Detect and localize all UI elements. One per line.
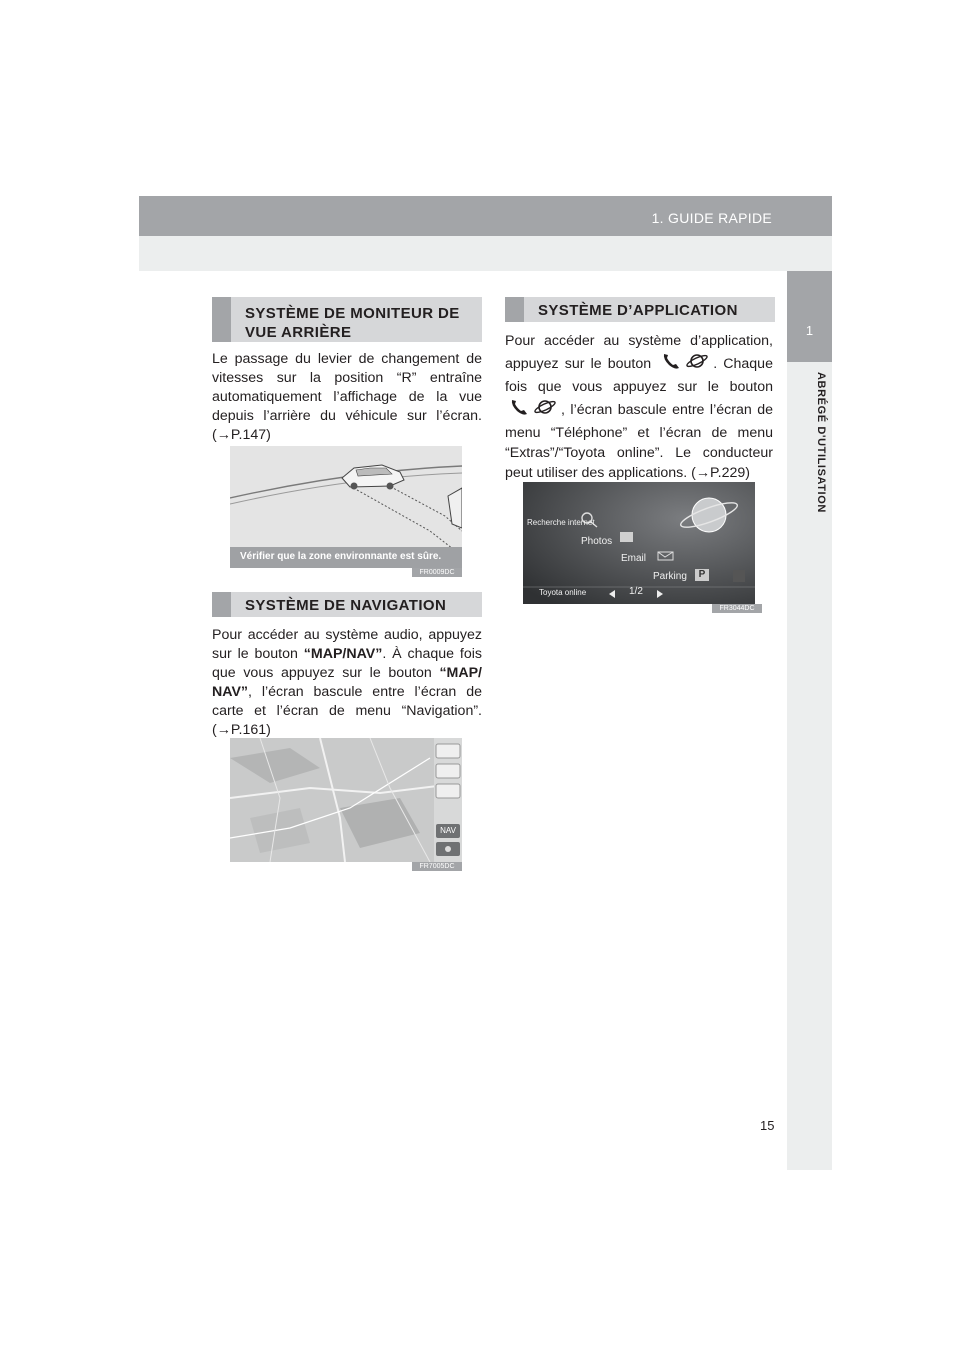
application-screen-image <box>523 482 755 604</box>
chapter-header <box>139 196 832 236</box>
section-heading-navigation <box>212 592 482 617</box>
image-code-rear: FR0009DC <box>412 568 462 577</box>
map-nav-button-label-2: “MAP/ NAV” <box>212 665 482 700</box>
section-heading-rear-monitor <box>212 297 482 342</box>
rear-camera-illustration <box>230 446 462 568</box>
map-nav-button-label: “MAP/NAV” <box>303 646 383 662</box>
screen-search-label: Recherche internet <box>527 518 595 527</box>
image-code-app: FR3044DC <box>712 604 762 613</box>
map-illustration <box>230 738 462 862</box>
screen-parking-icon: P <box>698 569 706 580</box>
phone-apps-button <box>661 351 709 377</box>
chapter-tab <box>787 271 832 362</box>
page-number: 15 <box>760 1118 775 1133</box>
heading-marker <box>212 592 231 617</box>
nav-button: NAV <box>440 826 456 835</box>
chapter-tab-number: 1 <box>805 323 814 338</box>
navigation-paragraph: Pour accéder au système audio, appuyez sur le bouton “MAP/NAV”. À chaque fois que vous appuyez sur le bouton “MAP/ NAV”, l’écran bascule entre l’écran de carte et l’écran de menu “Navigation”. (→P.161) <box>212 627 482 738</box>
header-band <box>139 236 832 271</box>
rear-monitor-paragraph: Le passage du levier de changement de vitesses sur la position “R” entraîne automatiquement l’affichage de la vue depuis l’arrière du véhicule sur l’écran. (→P.147) <box>212 351 482 443</box>
navigation-map-image <box>230 738 462 862</box>
chapter-title: 1. GUIDE RAPIDE <box>651 210 772 226</box>
heading-title: SYSTÈME DE NAVIGATION <box>245 597 447 614</box>
heading-line-2: VUE ARRIÈRE <box>245 324 352 341</box>
phone-apps-button-2 <box>509 397 557 423</box>
screen-page-indicator: 1/2 <box>629 586 643 597</box>
heading-marker <box>212 297 231 342</box>
chapter-side-label: ABRÉGÉ D'UTILISATION <box>815 372 827 513</box>
image-code-nav: FR7005DC <box>412 862 462 871</box>
application-paragraph: Pour accéder au système d’application, appuyez sur le bouton . Chaque fois que vous appuyez sur le bouton , l’écran bascule entre l’écran de menu “Téléphone” et l’écran de menu “Extras”/“Toyota online”. Le conducteur peut utiliser des applications. (→P.229) <box>505 333 773 481</box>
rear-camera-caption: Vérifier que la zone environnante est sûre. <box>240 551 442 562</box>
screen-parking-label: Parking <box>653 571 687 582</box>
section-heading-application <box>505 297 775 322</box>
heading-title: SYSTÈME D’APPLICATION <box>538 302 738 319</box>
screen-email-label: Email <box>621 553 647 564</box>
rear-camera-screen-image <box>230 446 462 568</box>
heading-marker <box>505 297 524 322</box>
heading-line-1: SYSTÈME DE MONITEUR DE <box>245 305 460 322</box>
apps-globe-icon <box>509 397 557 417</box>
screen-toyota-online-label: Toyota online <box>539 588 587 597</box>
screen-photos-label: Photos <box>581 536 613 547</box>
phone-icon <box>661 351 709 371</box>
